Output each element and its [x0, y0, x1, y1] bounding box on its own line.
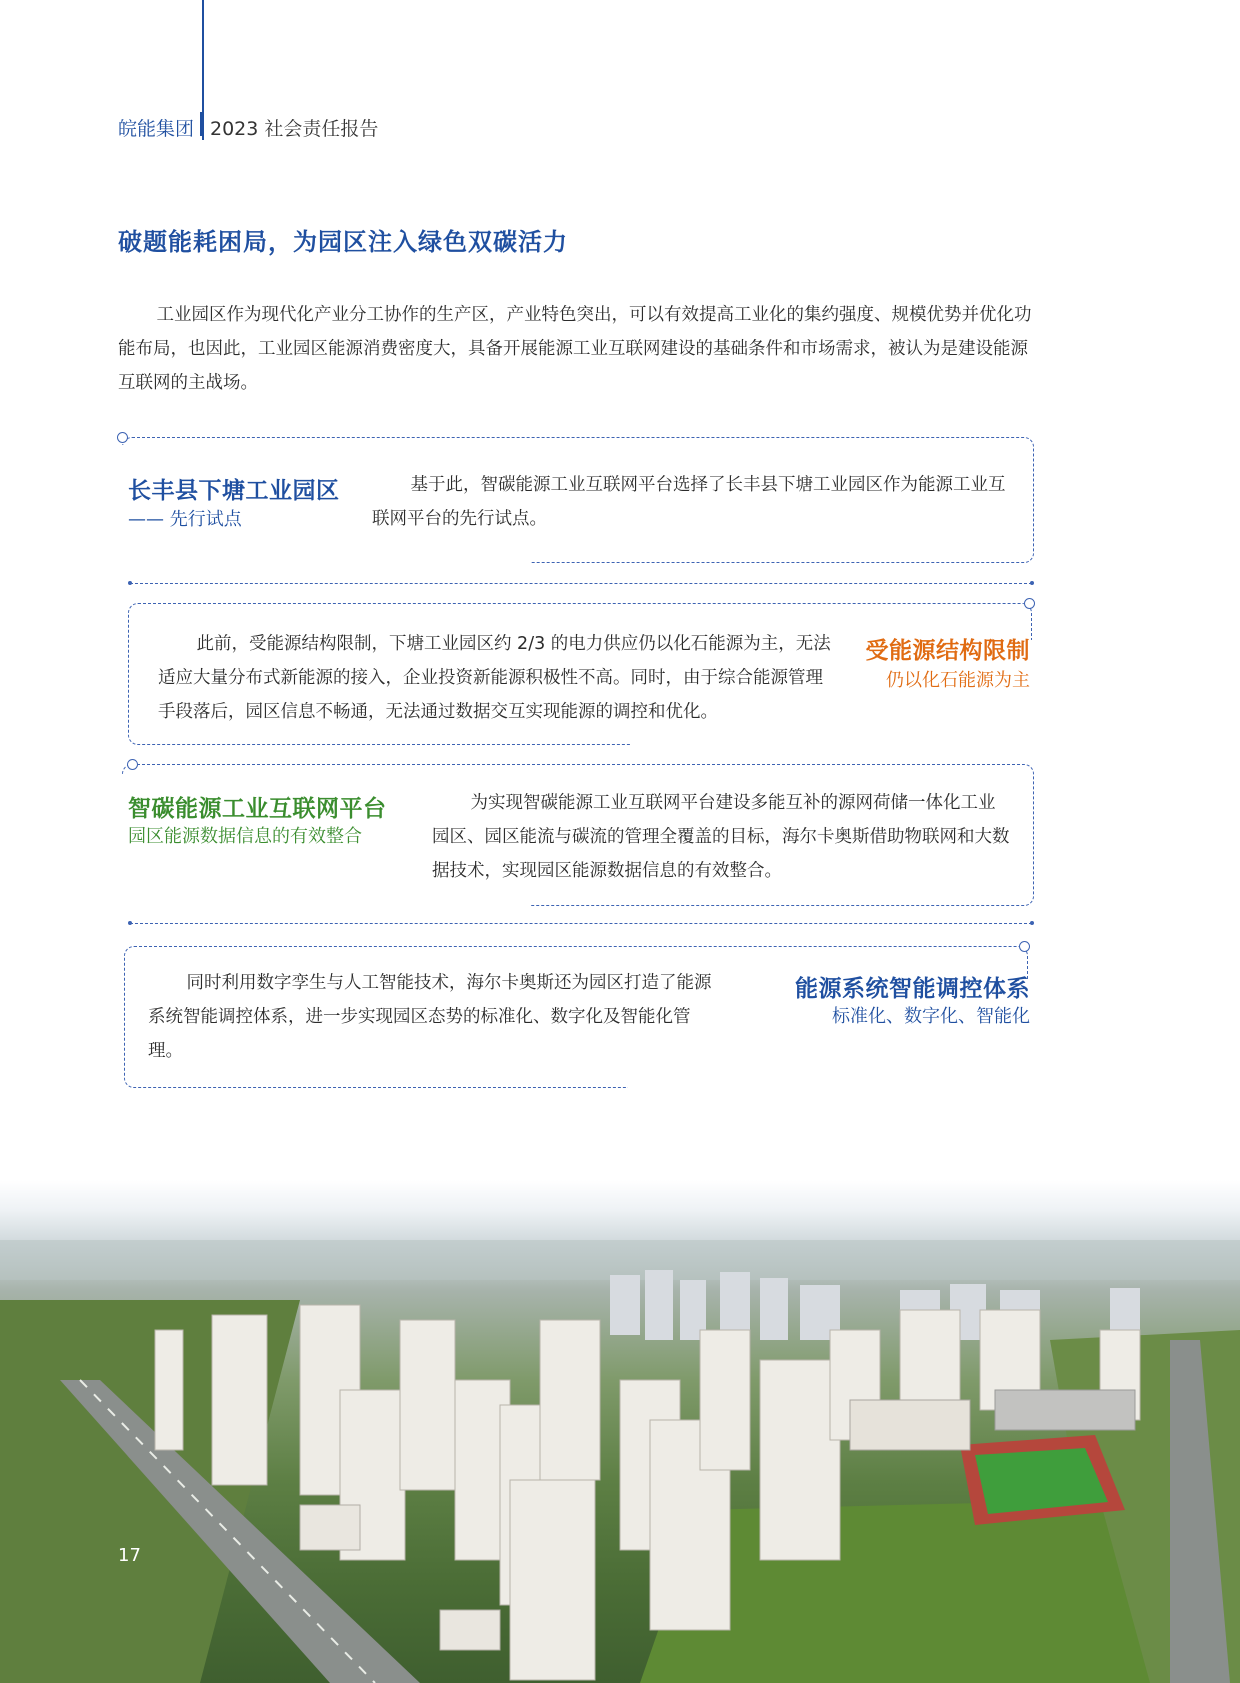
block-2-node	[1024, 598, 1035, 609]
block-2-text: 此前，受能源结构限制，下塘工业园区约 2/3 的电力供应仍以化石能源为主，无法适应大量分布式新能源的接入，企业投资新能源积极性不高。同时，由于综合能源管理手段落后，园区信息不畅通，无法通过数据交互实现能源的调控和优化。	[158, 634, 831, 722]
page-number: 17	[118, 1545, 141, 1566]
header-report-title: 2023 社会责任报告	[210, 118, 379, 140]
block-3-title: 智碳能源工业互联网平台	[128, 796, 387, 822]
block-3-text: 为实现智碳能源工业互联网平台建设多能互补的源网荷储一体化工业园区、园区能流与碳流的管理全覆盖的目标，海尔卡奥斯借助物联网和大数据技术，实现园区能源数据信息的有效整合。	[432, 793, 1010, 881]
block-1-node	[117, 432, 128, 443]
block-1-subtitle: —— 先行试点	[128, 509, 242, 530]
block-1-title: 长丰县下塘工业园区	[128, 478, 340, 504]
aerial-photo-industrial-park	[0, 1180, 1240, 1683]
block-1-text: 基于此，智碳能源工业互联网平台选择了长丰县下塘工业园区作为能源工业互联网平台的先行试点。	[372, 475, 1006, 529]
block-3-node	[127, 759, 138, 770]
aerial-photo-illustration	[0, 1180, 1240, 1683]
block-4-subtitle: 标准化、数字化、智能化	[832, 1006, 1030, 1027]
section-intro: 工业园区作为现代化产业分工协作的生产区，产业特色突出，可以有效提高工业化的集约强度、规模优势并优化功能布局，也因此，工业园区能源消费密度大，具备开展能源工业互联网建设的基础条件和市场需求，被认为是建设能源互联网的主战场。	[118, 305, 1032, 393]
header-org-name: 皖能集团	[118, 118, 195, 140]
section-title: 破题能耗困局，为园区注入绿色双碳活力	[118, 228, 568, 256]
divider-2	[130, 923, 1032, 924]
block-4-text: 同时利用数字孪生与人工智能技术，海尔卡奥斯还为园区打造了能源系统智能调控体系，进一步实现园区态势的标准化、数字化及智能化管理。	[148, 973, 712, 1061]
block-4-node	[1019, 941, 1030, 952]
block-2-title: 受能源结构限制	[865, 638, 1030, 664]
header-vertical-rule	[202, 0, 204, 140]
block-2-subtitle: 仍以化石能源为主	[886, 670, 1030, 691]
divider-1	[130, 583, 1032, 584]
header-divider	[200, 112, 202, 136]
block-4-title: 能源系统智能调控体系	[795, 976, 1030, 1002]
block-3-subtitle: 园区能源数据信息的有效整合	[128, 826, 362, 847]
